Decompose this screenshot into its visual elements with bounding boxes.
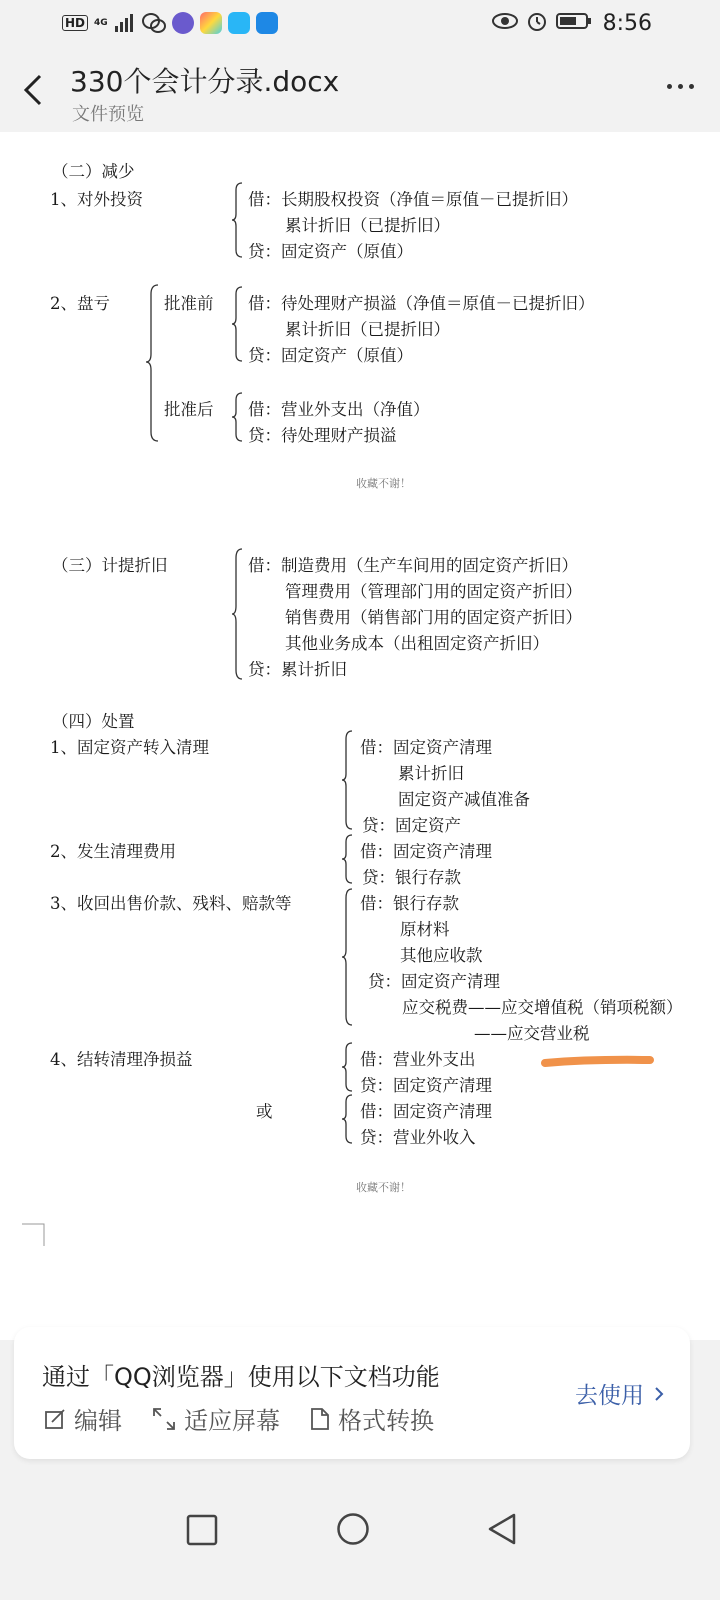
back-arrow-icon[interactable] <box>22 72 46 108</box>
depreciation-line: 销售费用（销售部门用的固定资产折旧） <box>285 608 582 627</box>
disp3-line: 应交税费——应交增值税（销项税额） <box>402 998 683 1017</box>
after-label: 批准后 <box>164 400 214 419</box>
disp3-line: 其他应收款 <box>400 946 483 965</box>
square-recent-icon[interactable] <box>186 1514 218 1546</box>
disp4-line: 借：固定资产清理 <box>360 1102 492 1121</box>
depreciation-line: 其他业务成本（出租固定资产折旧） <box>285 634 549 653</box>
brace <box>342 730 354 830</box>
go-use-label: 去使用 <box>575 1383 644 1409</box>
before-line: 累计折旧（已提折旧） <box>285 320 450 339</box>
before-line: 贷：固定资产（原值） <box>248 346 413 365</box>
orange-highlight-mark <box>542 1053 654 1069</box>
disp3-label: 3、收回出售价款、残料、赔款等 <box>50 894 292 913</box>
document-preview <box>0 132 720 1340</box>
section-disposal: （四）处置 <box>52 712 135 731</box>
edit-label: 编辑 <box>74 1407 122 1435</box>
book-icon <box>228 12 250 34</box>
brace <box>232 286 244 362</box>
battery-icon <box>556 12 592 30</box>
disp2-line: 贷：银行存款 <box>362 868 461 887</box>
depreciation-line: 贷：累计折旧 <box>248 660 347 679</box>
brace <box>232 182 244 258</box>
disp1-line: 固定资产减值准备 <box>398 790 530 809</box>
section-depreciation: （三）计提折旧 <box>52 556 168 575</box>
circle-home-icon[interactable] <box>336 1512 370 1546</box>
thanks-note: 收藏不谢！ <box>356 1181 411 1194</box>
disp4-label: 4、结转清理净损益 <box>50 1050 193 1069</box>
disp1-line: 借：固定资产清理 <box>360 738 492 757</box>
more-icon[interactable] <box>667 84 694 89</box>
depreciation-line: 借：制造费用（生产车间用的固定资产折旧） <box>248 556 578 575</box>
system-nav-bar <box>0 1490 720 1600</box>
format-convert-label: 格式转换 <box>338 1407 434 1435</box>
fit-screen-icon <box>152 1407 176 1431</box>
brace <box>232 548 244 680</box>
brace <box>146 284 160 442</box>
disp3-line: 借：银行存款 <box>360 894 459 913</box>
eye-icon <box>492 12 518 30</box>
wechat-icon <box>142 12 166 34</box>
disp2-label: 2、发生清理费用 <box>50 842 176 861</box>
browser-icon <box>256 12 278 34</box>
file-title: 330个会计分录.docx <box>70 65 340 98</box>
file-subtitle: 文件预览 <box>72 104 144 125</box>
brace <box>342 888 354 1026</box>
hd-indicator: HD <box>62 15 88 31</box>
edit-button[interactable] <box>44 1401 122 1436</box>
signal-icon <box>114 14 136 32</box>
go-use-button[interactable] <box>575 1377 664 1410</box>
after-line: 借：营业外支出（净值） <box>248 400 430 419</box>
disp3-line: ——应交营业税 <box>474 1024 590 1043</box>
brace <box>232 392 244 442</box>
status-bar <box>0 0 720 50</box>
before-line: 借：待处理财产损溢（净值＝原值－已提折旧） <box>248 294 595 313</box>
fit-screen-button[interactable] <box>152 1401 280 1436</box>
format-convert-button[interactable] <box>310 1401 434 1436</box>
page-corner-mark <box>20 1222 46 1248</box>
music-icon <box>172 12 194 34</box>
brace <box>342 1042 354 1092</box>
disp3-line: 原材料 <box>400 920 450 939</box>
network-type: 4G <box>94 17 108 28</box>
or-label: 或 <box>256 1102 273 1121</box>
disp4-line: 借：营业外支出 <box>360 1050 476 1069</box>
triangle-back-icon[interactable] <box>486 1512 518 1546</box>
qq-browser-promo-card[interactable] <box>14 1327 690 1459</box>
store-icon <box>200 12 222 34</box>
alarm-icon <box>526 10 548 32</box>
disp3-line: 贷：固定资产清理 <box>368 972 500 991</box>
depreciation-line: 管理费用（管理部门用的固定资产折旧） <box>285 582 582 601</box>
disp2-line: 借：固定资产清理 <box>360 842 492 861</box>
section-decrease: （二）减少 <box>52 162 135 181</box>
disp1-line: 累计折旧 <box>398 764 464 783</box>
disp4-line: 贷：营业外收入 <box>360 1128 476 1147</box>
item1-line: 贷：固定资产（原值） <box>248 242 413 261</box>
disp1-line: 贷：固定资产 <box>362 816 461 835</box>
item1-line: 借：长期股权投资（净值＝原值－已提折旧） <box>248 190 578 209</box>
fit-screen-label: 适应屏幕 <box>184 1407 280 1435</box>
item1-line: 累计折旧（已提折旧） <box>285 216 450 235</box>
brace <box>342 1094 354 1144</box>
disp4-line: 贷：固定资产清理 <box>360 1076 492 1095</box>
brace <box>342 834 354 884</box>
app-header <box>0 50 720 132</box>
after-line: 贷：待处理财产损溢 <box>248 426 397 445</box>
clock: 8:56 <box>602 11 652 36</box>
thanks-note: 收藏不谢！ <box>356 477 411 490</box>
disp1-label: 1、固定资产转入清理 <box>50 738 209 757</box>
chevron-right-icon <box>654 1386 664 1402</box>
item2-label: 2、盘亏 <box>50 294 110 313</box>
edit-icon <box>44 1408 66 1430</box>
promo-title: 通过「QQ浏览器」使用以下文档功能 <box>42 1363 440 1391</box>
document-icon <box>310 1407 330 1431</box>
before-label: 批准前 <box>164 294 214 313</box>
item1-label: 1、对外投资 <box>50 190 143 209</box>
